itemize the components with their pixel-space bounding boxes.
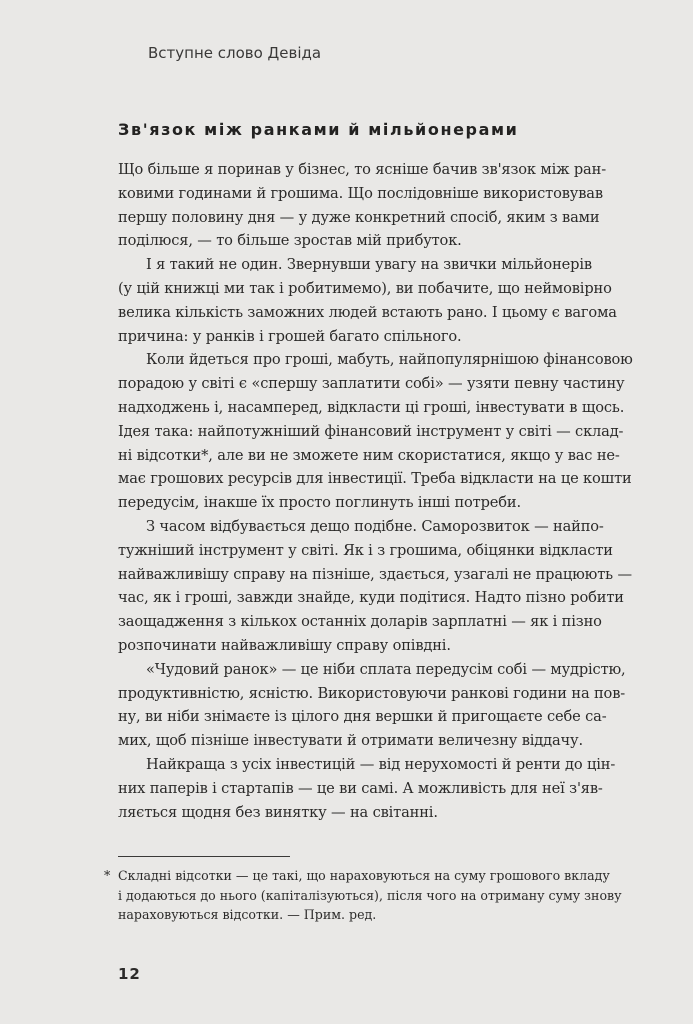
body-text — [118, 158, 642, 824]
page-number: 12 — [118, 965, 141, 983]
footnote-divider — [118, 856, 290, 857]
body-line: Коли йдеться про гроші, мабуть, найпопулярнішою фінансовою — [146, 351, 633, 369]
body-line: ні відсотки*, але ви не зможете ним скористатися, якщо у вас не- — [118, 446, 620, 464]
body-line: ляється щодня без винятку — на світанні. — [118, 803, 438, 821]
footnote-line: і додаються до нього (капіталізуються), після чого на отриману суму знову — [118, 887, 622, 903]
body-line: розпочинати найважливішу справу опівдні. — [118, 636, 451, 654]
footnote-marker: * — [104, 868, 111, 883]
body-line: ну, ви ніби знімаєте із цілого дня вершки й пригощаєте себе са- — [118, 708, 607, 726]
body-line: надходжень і, насамперед, відкласти ці гроші, інвестувати в щось. — [118, 398, 625, 416]
body-line: порадою у світі є «спершу заплатити собі» — узяти певну частину — [118, 375, 625, 393]
body-line: Ідея така: найпотужніший фінансовий інструмент у світі — склад- — [118, 422, 624, 440]
body-line: продуктивністю, ясністю. Використовуючи ранкові години на пов- — [118, 684, 626, 702]
body-line: ковими годинами й грошима. Що послідовніше використовував — [118, 184, 603, 202]
body-line: Найкраща з усіх інвестицій — від нерухомості й ренти до цін- — [146, 755, 616, 773]
body-line: Що більше я поринав у бізнес, то ясніше бачив зв'язок між ран- — [118, 161, 606, 178]
body-line: найважливішу справу на пізніше, здається, узагалі не працюють — — [118, 565, 632, 583]
footnote — [104, 866, 648, 925]
body-line: передусім, інакше їх просто поглинуть інші потреби. — [118, 494, 521, 512]
section-heading: Зв'язок між ранками й мільйонерами — [118, 120, 519, 139]
body-line: час, як і гроші, завжди знайде, куди подітися. Надто пізно робити — [118, 589, 624, 607]
body-line: (у цій книжці ми так і робитимемо), ви побачите, що неймовірно — [118, 279, 612, 297]
body-line: має грошових ресурсів для інвестиції. Треба відкласти на це кошти — [118, 470, 632, 488]
body-line: велика кількість заможних людей встають рано. І цьому є вагома — [118, 303, 617, 321]
body-line: тужніший інструмент у світі. Як і з грошима, обіцянки відкласти — [118, 541, 613, 559]
body-line: першу половину дня — у дуже конкретний спосіб, яким з вами — [118, 208, 600, 226]
footnote-line: нараховуються відсотки. — Прим. ред. — [118, 907, 377, 922]
running-head: Вступне слово Девіда — [148, 44, 322, 62]
body-line: заощадження з кількох останніх доларів зарплатні — як і пізно — [118, 613, 602, 631]
body-line: І я такий не один. Звернувши увагу на звички мільйонерів — [146, 256, 592, 274]
body-line: поділюся, — то більше зростав мій прибуток. — [118, 232, 462, 250]
body-line: них паперів і стартапів — це ви самі. А можливість для неї з'яв- — [118, 779, 603, 797]
footnote-line: Складні відсотки — це такі, що нараховуються на суму грошового вкладу — [118, 868, 610, 883]
body-line: причина: у ранків і грошей багато спільного. — [118, 327, 462, 345]
body-line: «Чудовий ранок» — це ніби сплата передусім собі — мудрістю, — [146, 660, 626, 678]
body-line: мих, щоб пізніше інвестувати й отримати величезну віддачу. — [118, 732, 583, 750]
body-line: З часом відбувається дещо подібне. Саморозвиток — найпо- — [146, 517, 604, 535]
